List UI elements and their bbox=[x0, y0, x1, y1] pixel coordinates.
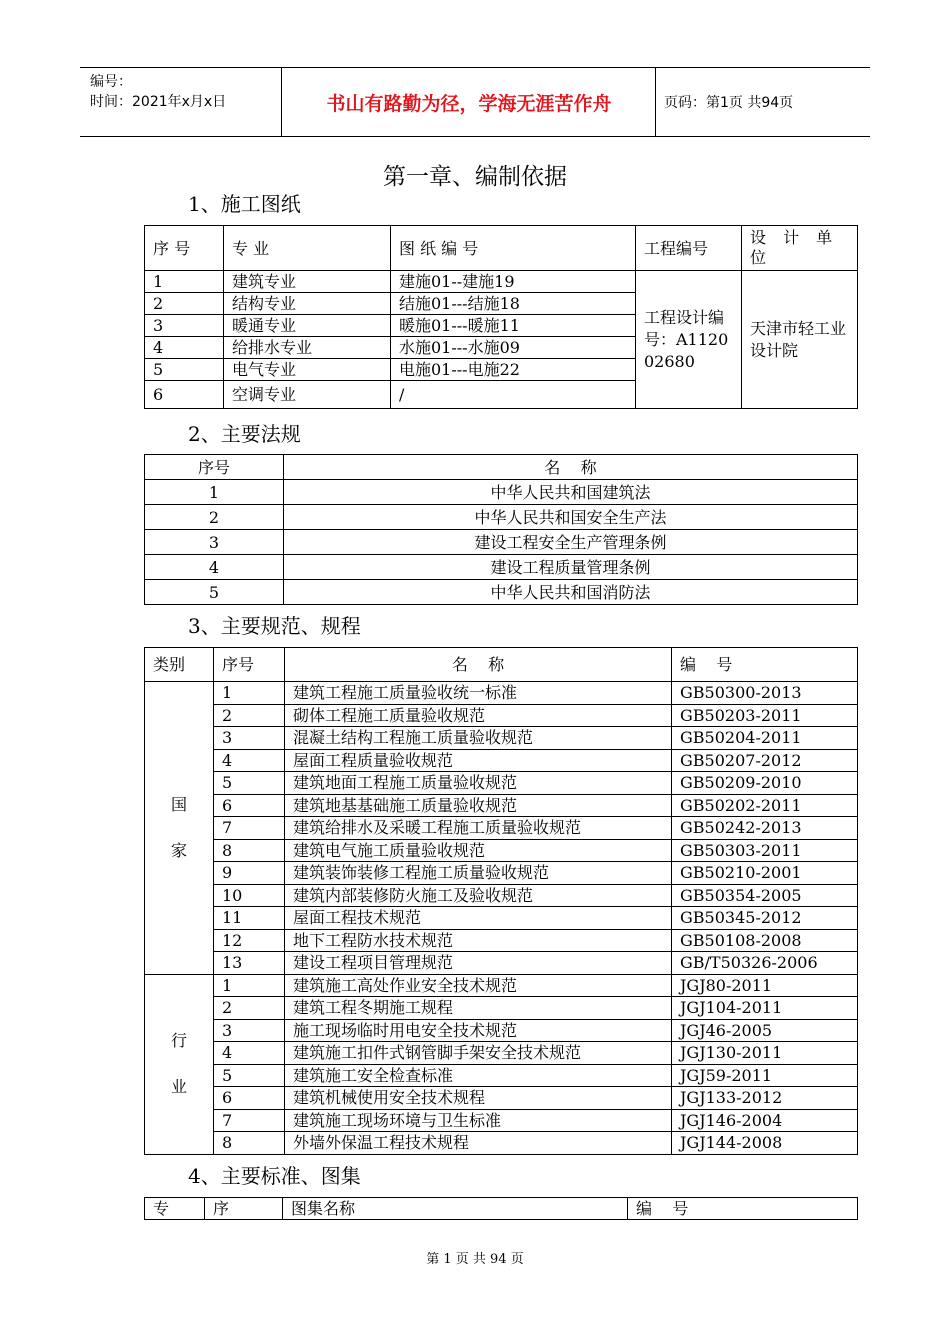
cell: 1 bbox=[145, 480, 284, 505]
header-cell: 专 bbox=[145, 1198, 205, 1220]
table-row bbox=[145, 884, 858, 907]
cell: 建筑工程施工质量验收统一标准 bbox=[285, 682, 672, 705]
cell: 建设工程质量管理条例 bbox=[284, 555, 858, 580]
table-row bbox=[145, 727, 858, 750]
regulations-table bbox=[144, 454, 858, 605]
section4-heading: 4、主要标准、图集 bbox=[188, 1164, 361, 1188]
table-row bbox=[145, 271, 858, 293]
header-cell: 专 业 bbox=[224, 226, 391, 271]
chapter-title: 第一章、编制依据 bbox=[383, 164, 567, 190]
cell: 建筑施工现场环境与卫生标准 bbox=[285, 1109, 672, 1132]
cell: JGJ146-2004 bbox=[672, 1109, 858, 1132]
cell: GB50202-2011 bbox=[672, 794, 858, 817]
table-header-row bbox=[145, 648, 858, 682]
table-row bbox=[145, 1064, 858, 1087]
motto: 书山有路勤为径，学海无涯苦作舟 bbox=[283, 68, 656, 136]
cell: 2 bbox=[145, 505, 284, 530]
cell: 电施01---电施22 bbox=[391, 359, 636, 381]
cell: 结构专业 bbox=[224, 293, 391, 315]
cell: 建筑专业 bbox=[224, 271, 391, 293]
header-cell: 设 计 单 位 bbox=[742, 226, 858, 271]
table-row bbox=[145, 1132, 858, 1155]
cell: 6 bbox=[214, 794, 285, 817]
table-row bbox=[145, 1109, 858, 1132]
cell: / bbox=[391, 381, 636, 409]
table-row bbox=[145, 839, 858, 862]
cell: GB50108-2008 bbox=[672, 929, 858, 952]
header-cell: 序号 bbox=[214, 648, 285, 682]
cell: GB50345-2012 bbox=[672, 907, 858, 930]
table-row bbox=[145, 974, 858, 997]
cell: 水施01---水施09 bbox=[391, 337, 636, 359]
table-row bbox=[145, 997, 858, 1020]
header-cell: 图 纸 编 号 bbox=[391, 226, 636, 271]
cell: GB50242-2013 bbox=[672, 817, 858, 840]
cell: GB50210-2001 bbox=[672, 862, 858, 885]
cell: 建筑地面工程施工质量验收规范 bbox=[285, 772, 672, 795]
cell: 建筑地基基础施工质量验收规范 bbox=[285, 794, 672, 817]
section1-heading: 1、施工图纸 bbox=[188, 192, 301, 216]
cell: 4 bbox=[214, 1042, 285, 1065]
page-header bbox=[80, 67, 870, 137]
table-row bbox=[145, 530, 858, 555]
table-row bbox=[145, 505, 858, 530]
industry-codes bbox=[145, 974, 858, 1154]
cell: 外墙外保温工程技术规程 bbox=[285, 1132, 672, 1155]
cell: 屋面工程技术规范 bbox=[285, 907, 672, 930]
cell: 电气专业 bbox=[224, 359, 391, 381]
cell: JGJ46-2005 bbox=[672, 1019, 858, 1042]
cell: 建筑装饰装修工程施工质量验收规范 bbox=[285, 862, 672, 885]
cell: 6 bbox=[214, 1087, 285, 1110]
cell: 地下工程防水技术规范 bbox=[285, 929, 672, 952]
header-meta bbox=[80, 68, 282, 136]
cell: 10 bbox=[214, 884, 285, 907]
category-char: 业 bbox=[170, 1077, 187, 1096]
cell: 建筑内部装修防火施工及验收规范 bbox=[285, 884, 672, 907]
cell: GB50204-2011 bbox=[672, 727, 858, 750]
cell: GB50300-2013 bbox=[672, 682, 858, 705]
cell: GB50209-2010 bbox=[672, 772, 858, 795]
section3-heading: 3、主要规范、规程 bbox=[188, 614, 361, 638]
cell: 施工现场临时用电安全技术规范 bbox=[285, 1019, 672, 1042]
codes-table bbox=[144, 647, 858, 1155]
cell: 3 bbox=[145, 315, 224, 337]
table-header-row bbox=[145, 1198, 858, 1220]
category-char: 家 bbox=[170, 840, 187, 860]
cell: JGJ80-2011 bbox=[672, 974, 858, 997]
cell: JGJ133-2012 bbox=[672, 1087, 858, 1110]
header-cell: 名 称 bbox=[285, 648, 672, 682]
header-cell: 图集名称 bbox=[283, 1198, 628, 1220]
cell: GB50354-2005 bbox=[672, 884, 858, 907]
cell: GB50203-2011 bbox=[672, 704, 858, 727]
category-char: 国 bbox=[170, 794, 187, 814]
cell: 建筑施工高处作业安全技术规范 bbox=[285, 974, 672, 997]
header-cell: 序 bbox=[205, 1198, 283, 1220]
cell: 3 bbox=[214, 727, 285, 750]
cell: 2 bbox=[214, 997, 285, 1020]
category-cell bbox=[145, 682, 214, 975]
cell: 中华人民共和国建筑法 bbox=[284, 480, 858, 505]
national-codes bbox=[145, 682, 858, 975]
cell: 建设工程安全生产管理条例 bbox=[284, 530, 858, 555]
header-cell: 编 号 bbox=[672, 648, 858, 682]
cell: 2 bbox=[145, 293, 224, 315]
project-number: 工程设计编号：A112002680 bbox=[636, 271, 742, 409]
table-row bbox=[145, 772, 858, 795]
cell: 4 bbox=[214, 749, 285, 772]
table-header-row bbox=[145, 226, 858, 271]
cell: JGJ59-2011 bbox=[672, 1064, 858, 1087]
table-row bbox=[145, 480, 858, 505]
cell: 3 bbox=[145, 530, 284, 555]
cell: 2 bbox=[214, 704, 285, 727]
table-row bbox=[145, 749, 858, 772]
cell: 11 bbox=[214, 907, 285, 930]
cell: 中华人民共和国安全生产法 bbox=[284, 505, 858, 530]
table-row bbox=[145, 682, 858, 705]
table-row bbox=[145, 1042, 858, 1065]
cell: 5 bbox=[214, 772, 285, 795]
header-cell: 名 称 bbox=[284, 455, 858, 480]
cell: 13 bbox=[214, 952, 285, 975]
cell: 给排水专业 bbox=[224, 337, 391, 359]
table-row bbox=[145, 952, 858, 975]
table-header-row bbox=[145, 455, 858, 480]
cell: 中华人民共和国消防法 bbox=[284, 580, 858, 605]
cell: GB50303-2011 bbox=[672, 839, 858, 862]
category-char: 行 bbox=[170, 1031, 187, 1050]
cell: 砌体工程施工质量验收规范 bbox=[285, 704, 672, 727]
cell: 屋面工程质量验收规范 bbox=[285, 749, 672, 772]
cell: GB50207-2012 bbox=[672, 749, 858, 772]
cell: 8 bbox=[214, 839, 285, 862]
cell: 1 bbox=[145, 271, 224, 293]
cell: JGJ104-2011 bbox=[672, 997, 858, 1020]
cell: 暖施01---暖施11 bbox=[391, 315, 636, 337]
cell: 4 bbox=[145, 337, 224, 359]
drawings-table bbox=[144, 225, 858, 409]
time-label: 时间：2021年x月x日 bbox=[90, 94, 227, 110]
header-cell: 编 号 bbox=[628, 1198, 858, 1220]
cell: GB/T50326-2006 bbox=[672, 952, 858, 975]
cell: 建筑施工安全检查标准 bbox=[285, 1064, 672, 1087]
cell: 建施01--建施19 bbox=[391, 271, 636, 293]
page-footer: 第 1 页 共 94 页 bbox=[426, 1252, 524, 1267]
section2-heading: 2、主要法规 bbox=[188, 422, 301, 446]
cell: 3 bbox=[214, 1019, 285, 1042]
table-row bbox=[145, 580, 858, 605]
cell: 建筑施工扣件式钢管脚手架安全技术规范 bbox=[285, 1042, 672, 1065]
table-row bbox=[145, 817, 858, 840]
cell: 5 bbox=[145, 580, 284, 605]
cell: 9 bbox=[214, 862, 285, 885]
cell: 混凝土结构工程施工质量验收规范 bbox=[285, 727, 672, 750]
number-label: 编号： bbox=[90, 74, 132, 90]
cell: 建筑机械使用安全技术规程 bbox=[285, 1087, 672, 1110]
cell: 空调专业 bbox=[224, 381, 391, 409]
cell: JGJ130-2011 bbox=[672, 1042, 858, 1065]
cell: 建设工程项目管理规范 bbox=[285, 952, 672, 975]
table-row bbox=[145, 929, 858, 952]
header-cell: 序号 bbox=[145, 455, 284, 480]
cell: 7 bbox=[214, 817, 285, 840]
design-unit: 天津市轻工业设计院 bbox=[742, 271, 858, 409]
cell: 7 bbox=[214, 1109, 285, 1132]
cell: 建筑电气施工质量验收规范 bbox=[285, 839, 672, 862]
cell: 6 bbox=[145, 381, 224, 409]
table-row bbox=[145, 704, 858, 727]
cell: 12 bbox=[214, 929, 285, 952]
category-cell bbox=[145, 974, 214, 1154]
table-row bbox=[145, 794, 858, 817]
cell: 4 bbox=[145, 555, 284, 580]
cell: 建筑工程冬期施工规程 bbox=[285, 997, 672, 1020]
cell: 1 bbox=[214, 682, 285, 705]
cell: 暖通专业 bbox=[224, 315, 391, 337]
standards-table bbox=[144, 1197, 858, 1220]
table-row bbox=[145, 862, 858, 885]
cell: 1 bbox=[214, 974, 285, 997]
cell: 8 bbox=[214, 1132, 285, 1155]
cell: JGJ144-2008 bbox=[672, 1132, 858, 1155]
table-row bbox=[145, 1019, 858, 1042]
page-info: 页码：第1页 共94页 bbox=[664, 95, 794, 111]
cell: 结施01---结施18 bbox=[391, 293, 636, 315]
header-cell: 工程编号 bbox=[636, 226, 742, 271]
table-row bbox=[145, 555, 858, 580]
table-row bbox=[145, 1087, 858, 1110]
cell: 5 bbox=[145, 359, 224, 381]
table-row bbox=[145, 907, 858, 930]
cell: 建筑给排水及采暖工程施工质量验收规范 bbox=[285, 817, 672, 840]
cell: 5 bbox=[214, 1064, 285, 1087]
header-cell: 序 号 bbox=[145, 226, 224, 271]
header-cell: 类别 bbox=[145, 648, 214, 682]
